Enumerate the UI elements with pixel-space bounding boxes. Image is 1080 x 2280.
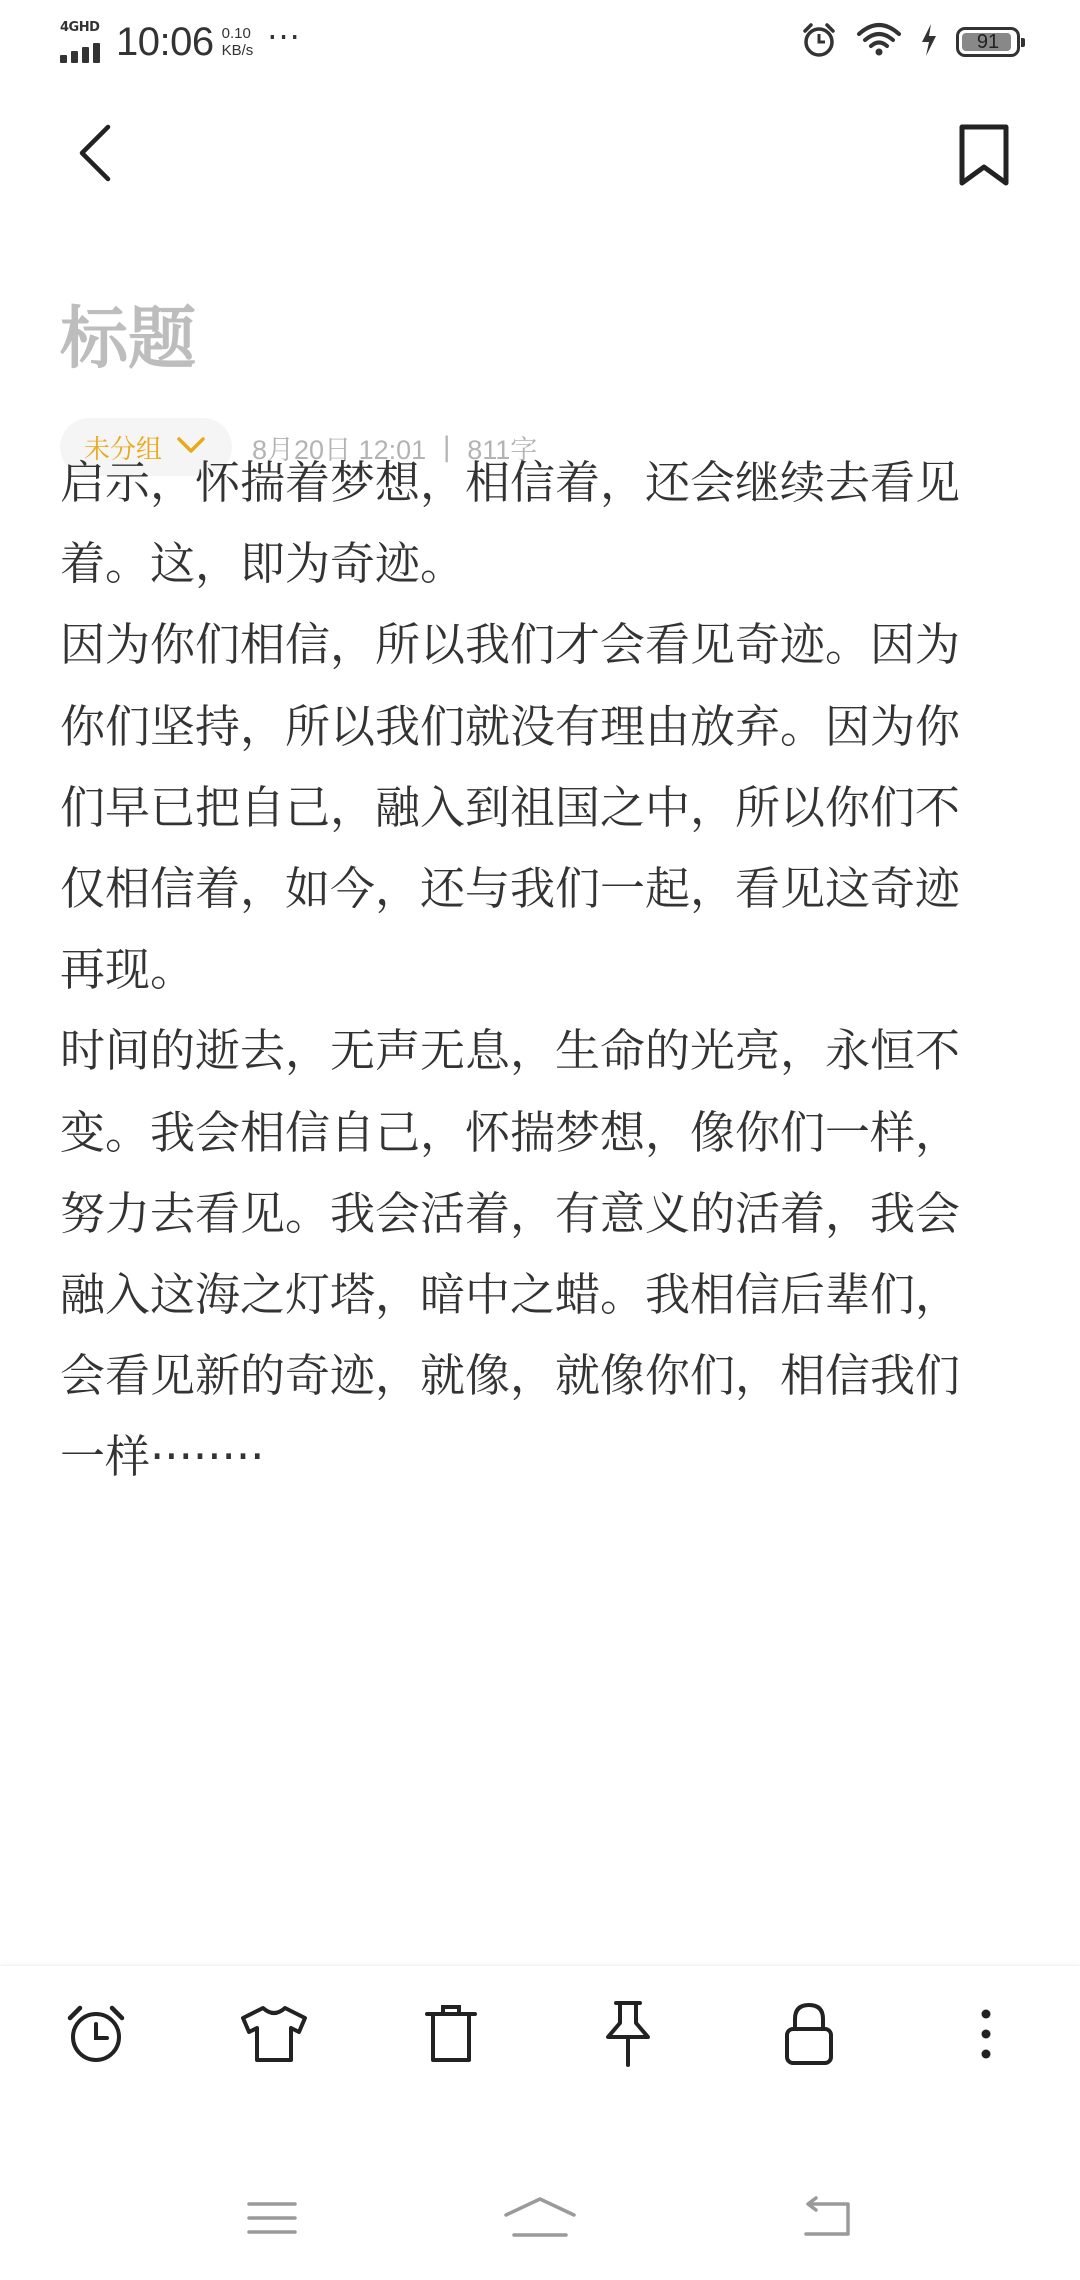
meta-separator: | [442,431,452,463]
delete-button[interactable] [413,1998,489,2074]
note-line: 着。这，即为奇迹。 [60,537,466,591]
network-speed-value: 0.10 [221,25,251,42]
note-date: 8月20日 12:01 [252,434,427,465]
trash-icon [423,2002,479,2070]
theme-button[interactable] [236,1998,312,2074]
battery-level: 91 [976,31,1000,53]
note-line: 因为你们相信，所以我们才会看见奇迹。因为 [60,618,961,672]
network-speed-unit: KB/s [221,42,254,59]
status-time: 10:06 [116,19,214,64]
cellular-signal-icon [60,21,106,63]
network-type: 4GHD [60,20,100,35]
alarm-status-icon [800,21,838,63]
return-icon [798,2196,854,2244]
bottom-toolbar [0,1965,1080,2106]
home-icon [502,2195,578,2245]
status-bar-right [800,20,1020,64]
more-vertical-icon [978,2006,994,2066]
system-back-button[interactable] [781,2180,871,2260]
note-line: 们早已把自己，融入到祖国之中，所以你们不 [60,780,961,834]
pin-button[interactable] [590,1998,666,2074]
word-count: 811字 [467,434,538,465]
battery-icon [956,27,1020,57]
bookmark-button[interactable] [944,112,1024,202]
home-button[interactable] [495,2180,585,2260]
recent-apps-button[interactable] [227,2180,317,2260]
reminder-button[interactable] [58,1998,134,2074]
note-body-viewport[interactable] [0,456,1080,1964]
note-line: 仅相信着，如今，还与我们一起，看见这奇迹 [60,862,961,916]
more-options-button[interactable] [948,1998,1024,2074]
note-line: 你们坚持，所以我们就没有理由放弃。因为你 [60,699,961,753]
note-line: 融入这海之灯塔，暗中之蜡。我相信后辈们， [60,1268,961,1322]
more-notifications-icon: ··· [267,18,301,56]
note-line: 时间的逝去，无声无息，生命的光亮，永恒不 [60,1024,961,1078]
menu-lines-icon [245,2198,299,2242]
note-line: 再现。 [60,943,196,997]
network-speed [222,25,254,59]
back-button[interactable] [56,110,136,200]
lock-icon [781,2001,837,2071]
bookmark-icon [956,123,1012,191]
note-line: 会看见新的奇迹，就像，就像你们，相信我们 [60,1349,961,1403]
system-navigation-bar [0,2180,1080,2260]
charging-bolt-icon [920,23,938,61]
pin-icon [600,1999,656,2073]
note-line: 启示，怀揣着梦想，相信着，还会继续去看见 [60,456,961,509]
alarm-clock-icon [64,2002,128,2070]
note-title-field[interactable]: 标题 [60,300,197,379]
status-bar-left [60,18,301,66]
wifi-icon [856,22,902,62]
note-line: 一样········ [60,1430,265,1484]
note-body-text[interactable] [60,442,1030,1498]
group-label: 未分组 [84,434,163,465]
note-line: 变。我会相信自己，怀揣梦想，像你们一样， [60,1105,961,1159]
status-bar [0,0,1080,80]
lock-button[interactable] [771,1998,847,2074]
note-line: 努力去看见。我会活着，有意义的活着，我会 [60,1186,961,1240]
shirt-icon [239,2004,309,2068]
chevron-left-icon [76,123,116,187]
